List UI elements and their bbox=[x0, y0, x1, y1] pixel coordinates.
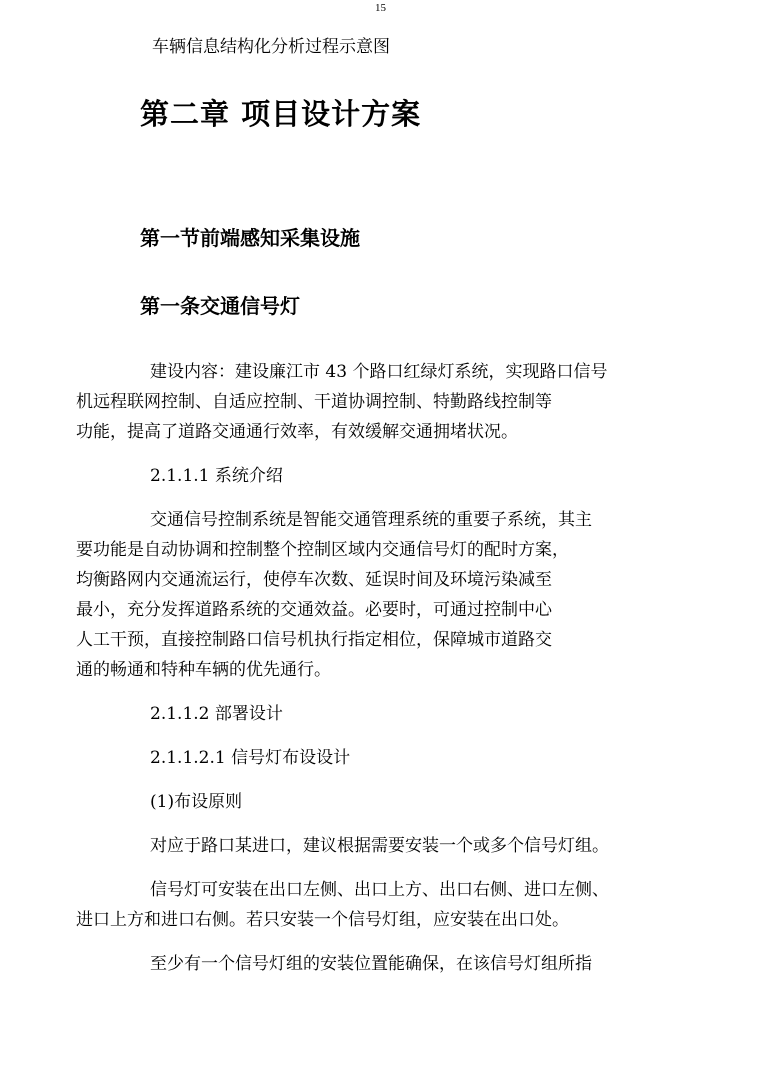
text-line: 对应于路口某进口，建议根据需要安装一个或多个信号灯组。 bbox=[150, 836, 609, 856]
paragraph-at-least-one bbox=[113, 949, 658, 979]
text-line: 功能，提高了道路交通通行效率，有效缓解交通拥堵状况。 bbox=[76, 422, 518, 442]
heading-2-1-1-1: 2.1.1.1 系统介绍 bbox=[150, 466, 283, 486]
text-line: 通的畅通和特种车辆的优先通行。 bbox=[76, 660, 331, 680]
document-body bbox=[76, 357, 658, 993]
text-line: 信号灯可安装在出口左侧、出口上方、出口右侧、进口左侧、 bbox=[150, 880, 609, 900]
section-title: 第一节前端感知采集设施 bbox=[140, 226, 360, 250]
page-number: 15 bbox=[375, 2, 386, 14]
text-line: 交通信号控制系统是智能交通管理系统的重要子系统，其主 bbox=[150, 510, 592, 530]
heading-2-1-1-2-1: 2.1.1.2.1 信号灯布设设计 bbox=[150, 748, 351, 768]
text-line: 进口上方和进口右侧。若只安装一个信号灯组，应安装在出口处。 bbox=[76, 910, 569, 930]
text-line: 人工干预，直接控制路口信号机执行指定相位，保障城市道路交 bbox=[76, 630, 552, 650]
paragraph-approach-signal bbox=[113, 831, 658, 861]
text-line: 最小，充分发挥道路系统的交通效益。必要时，可通过控制中心 bbox=[76, 600, 552, 620]
paragraph-system-intro bbox=[76, 505, 658, 685]
figure-caption: 车辆信息结构化分析过程示意图 bbox=[152, 37, 390, 57]
text-line: 要功能是自动协调和控制整个控制区域内交通信号灯的配时方案， bbox=[76, 540, 569, 560]
text-line: 均衡路网内交通流运行，使停车次数、延误时间及环境污染减至 bbox=[76, 570, 552, 590]
article-title: 第一条交通信号灯 bbox=[140, 294, 300, 318]
paragraph-installation-position bbox=[76, 875, 658, 935]
heading-layout-principle: (1)布设原则 bbox=[150, 792, 243, 812]
text-line: 建设内容：建设廉江市 43 个路口红绿灯系统，实现路口信号 bbox=[150, 362, 608, 382]
text-line: 至少有一个信号灯组的安装位置能确保，在该信号灯组所指 bbox=[150, 954, 592, 974]
text-line: 机远程联网控制、自适应控制、干道协调控制、特勤路线控制等 bbox=[76, 392, 552, 412]
chapter-title: 第二章 项目设计方案 bbox=[140, 97, 422, 131]
paragraph-construction-content bbox=[76, 357, 658, 447]
heading-2-1-1-2: 2.1.1.2 部署设计 bbox=[150, 704, 283, 724]
